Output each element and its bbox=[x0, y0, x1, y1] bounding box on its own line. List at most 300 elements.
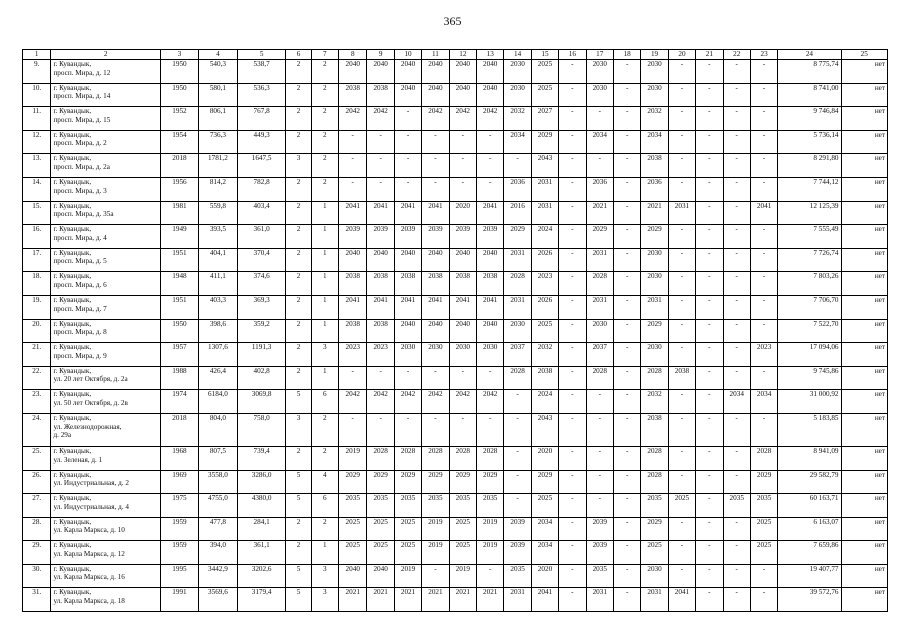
repair-year-cell: - bbox=[613, 225, 640, 249]
repair-year-cell: - bbox=[696, 517, 723, 541]
repair-year-cell: - bbox=[723, 470, 750, 494]
repair-year-cell: - bbox=[696, 295, 723, 319]
address-line: г. Кувандык, bbox=[53, 201, 92, 210]
repair-year-cell: 2041 bbox=[477, 201, 504, 225]
repair-year-cell: 2041 bbox=[531, 588, 558, 612]
address-cell bbox=[51, 83, 161, 107]
repair-year-cell: 2029 bbox=[449, 470, 476, 494]
repair-year-cell: 2028 bbox=[449, 446, 476, 470]
entrances-cell: 3 bbox=[311, 588, 338, 612]
repair-year-cell: - bbox=[559, 413, 586, 446]
row-number-cell: 26. bbox=[23, 470, 51, 494]
living-area-cell: 767,8 bbox=[237, 107, 285, 131]
repair-year-cell: - bbox=[696, 83, 723, 107]
cost-cell: 9 745,86 bbox=[778, 366, 841, 390]
entrances-cell: 2 bbox=[311, 154, 338, 178]
repair-year-cell: 2025 bbox=[367, 517, 394, 541]
repair-year-cell: 2038 bbox=[641, 154, 668, 178]
status-cell: нет bbox=[841, 564, 887, 588]
address-line: г. Кувандык, bbox=[53, 130, 92, 139]
repair-year-cell: 2040 bbox=[339, 564, 367, 588]
status-cell: нет bbox=[841, 413, 887, 446]
repair-year-cell: 2038 bbox=[339, 319, 367, 343]
floors-cell: 5 bbox=[286, 564, 311, 588]
status-cell: нет bbox=[841, 130, 887, 154]
repair-year-cell: - bbox=[750, 83, 777, 107]
repair-year-cell: 2028 bbox=[750, 446, 777, 470]
cost-cell: 39 572,76 bbox=[778, 588, 841, 612]
repair-year-cell: 2041 bbox=[367, 201, 394, 225]
repair-year-cell: - bbox=[668, 177, 695, 201]
repair-year-cell: 2040 bbox=[394, 319, 421, 343]
floors-cell: 2 bbox=[286, 83, 311, 107]
repair-year-cell: 2030 bbox=[641, 343, 668, 367]
repair-year-cell: 2025 bbox=[449, 517, 476, 541]
repair-year-cell: 2034 bbox=[641, 130, 668, 154]
status-cell: нет bbox=[841, 541, 887, 565]
floors-cell: 2 bbox=[286, 272, 311, 296]
repair-year-cell: - bbox=[504, 470, 531, 494]
repair-year-cell: 2019 bbox=[422, 517, 449, 541]
repair-year-cell: 2039 bbox=[422, 225, 449, 249]
build-year-cell: 1959 bbox=[161, 541, 199, 565]
repair-year-cell: 2040 bbox=[449, 248, 476, 272]
address-cell bbox=[51, 413, 161, 446]
repair-year-cell: - bbox=[613, 564, 640, 588]
repair-year-cell: 2041 bbox=[422, 201, 449, 225]
row-number-cell: 31. bbox=[23, 588, 51, 612]
repair-year-cell: - bbox=[422, 154, 449, 178]
total-area-cell: 3569,6 bbox=[198, 588, 237, 612]
repair-year-cell: 2024 bbox=[531, 390, 558, 414]
address-line: просп. Мира, д. 8 bbox=[53, 328, 107, 337]
repair-year-cell: 2040 bbox=[449, 319, 476, 343]
repair-year-cell: - bbox=[668, 295, 695, 319]
cost-cell: 6 163,07 bbox=[778, 517, 841, 541]
address-line: г. Кувандык, bbox=[53, 248, 92, 257]
repair-year-cell: - bbox=[394, 413, 421, 446]
status-cell: нет bbox=[841, 83, 887, 107]
repair-year-cell: 2031 bbox=[641, 588, 668, 612]
table-row bbox=[23, 494, 888, 518]
repair-year-cell: - bbox=[613, 60, 640, 84]
table-row bbox=[23, 446, 888, 470]
table-row bbox=[23, 470, 888, 494]
repair-year-cell: - bbox=[723, 564, 750, 588]
repair-year-cell: 2023 bbox=[367, 343, 394, 367]
total-area-cell: 804,0 bbox=[198, 413, 237, 446]
build-year-cell: 1959 bbox=[161, 517, 199, 541]
living-area-cell: 1191,3 bbox=[237, 343, 285, 367]
floors-cell: 2 bbox=[286, 107, 311, 131]
repair-year-cell: 2042 bbox=[367, 390, 394, 414]
repair-year-cell: - bbox=[750, 225, 777, 249]
repair-year-cell: - bbox=[613, 319, 640, 343]
address-cell bbox=[51, 517, 161, 541]
repair-year-cell: - bbox=[723, 60, 750, 84]
repair-year-cell: - bbox=[750, 177, 777, 201]
repair-year-cell: - bbox=[668, 517, 695, 541]
repair-year-cell: 2038 bbox=[394, 272, 421, 296]
repair-year-cell: 2040 bbox=[477, 60, 504, 84]
repair-year-cell: 2029 bbox=[504, 225, 531, 249]
total-area-cell: 580,1 bbox=[198, 83, 237, 107]
row-number-cell: 23. bbox=[23, 390, 51, 414]
repair-year-cell: - bbox=[750, 588, 777, 612]
repair-year-cell: - bbox=[559, 154, 586, 178]
repair-year-cell: - bbox=[559, 446, 586, 470]
repair-year-cell: 2030 bbox=[394, 343, 421, 367]
repair-year-cell: 2029 bbox=[339, 470, 367, 494]
living-area-cell: 449,3 bbox=[237, 130, 285, 154]
build-year-cell: 1950 bbox=[161, 319, 199, 343]
repair-year-cell: - bbox=[723, 446, 750, 470]
column-number-header: 3 bbox=[161, 50, 199, 60]
repair-year-cell: 2025 bbox=[394, 541, 421, 565]
repair-year-cell: 2030 bbox=[504, 319, 531, 343]
entrances-cell: 2 bbox=[311, 83, 338, 107]
total-area-cell: 6184,0 bbox=[198, 390, 237, 414]
repair-year-cell: 2041 bbox=[367, 295, 394, 319]
repair-year-cell: 2021 bbox=[422, 588, 449, 612]
repair-year-cell: - bbox=[696, 390, 723, 414]
repair-year-cell: 2040 bbox=[449, 83, 476, 107]
column-number-row bbox=[23, 50, 888, 60]
repair-year-cell: 2020 bbox=[531, 446, 558, 470]
repair-year-cell: 2030 bbox=[477, 343, 504, 367]
table-row bbox=[23, 225, 888, 249]
repair-year-cell: - bbox=[559, 83, 586, 107]
repair-year-cell: - bbox=[696, 154, 723, 178]
repair-year-cell: - bbox=[504, 154, 531, 178]
repair-year-cell: 2035 bbox=[339, 494, 367, 518]
repair-year-cell: - bbox=[559, 588, 586, 612]
entrances-cell: 2 bbox=[311, 446, 338, 470]
repair-year-cell: 2028 bbox=[422, 446, 449, 470]
repair-year-cell: - bbox=[613, 517, 640, 541]
build-year-cell: 1949 bbox=[161, 225, 199, 249]
address-line: г. Кувандык, bbox=[53, 177, 92, 186]
repair-year-cell: - bbox=[613, 366, 640, 390]
repair-year-cell: 2029 bbox=[394, 470, 421, 494]
address-cell bbox=[51, 588, 161, 612]
repair-year-cell: - bbox=[559, 366, 586, 390]
total-area-cell: 394,0 bbox=[198, 541, 237, 565]
address-line: г. Кувандык, bbox=[53, 541, 92, 550]
floors-cell: 2 bbox=[286, 366, 311, 390]
address-line: ул. Зеленая, д. 1 bbox=[53, 455, 103, 464]
repair-year-cell: - bbox=[723, 343, 750, 367]
status-cell: нет bbox=[841, 154, 887, 178]
build-year-cell: 1991 bbox=[161, 588, 199, 612]
table-row bbox=[23, 83, 888, 107]
address-cell bbox=[51, 390, 161, 414]
cost-cell: 5 736,14 bbox=[778, 130, 841, 154]
repair-year-cell: 2035 bbox=[723, 494, 750, 518]
living-area-cell: 782,8 bbox=[237, 177, 285, 201]
entrances-cell: 6 bbox=[311, 494, 338, 518]
floors-cell: 2 bbox=[286, 446, 311, 470]
repair-year-cell: 2019 bbox=[394, 564, 421, 588]
repair-year-cell: - bbox=[668, 248, 695, 272]
row-number-cell: 18. bbox=[23, 272, 51, 296]
repair-year-cell: - bbox=[723, 177, 750, 201]
repair-year-cell: 2040 bbox=[339, 248, 367, 272]
table-row bbox=[23, 390, 888, 414]
status-cell: нет bbox=[841, 390, 887, 414]
repair-year-cell: 2029 bbox=[531, 130, 558, 154]
repair-year-cell: - bbox=[449, 130, 476, 154]
repair-year-cell: - bbox=[477, 564, 504, 588]
repair-year-cell: - bbox=[696, 177, 723, 201]
entrances-cell: 6 bbox=[311, 390, 338, 414]
address-line: просп. Мира, д. 2 bbox=[53, 139, 107, 148]
repair-year-cell: 2037 bbox=[586, 343, 613, 367]
repair-year-cell: 2029 bbox=[422, 470, 449, 494]
table-row bbox=[23, 541, 888, 565]
repair-year-cell: 2040 bbox=[422, 83, 449, 107]
repair-year-cell: 2026 bbox=[531, 295, 558, 319]
repair-year-cell: 2031 bbox=[586, 588, 613, 612]
column-number-header: 13 bbox=[477, 50, 504, 60]
repair-year-cell: - bbox=[559, 517, 586, 541]
address-cell bbox=[51, 225, 161, 249]
total-area-cell: 477,8 bbox=[198, 517, 237, 541]
repair-year-cell: 2031 bbox=[586, 295, 613, 319]
repair-year-cell: 2034 bbox=[723, 390, 750, 414]
living-area-cell: 369,3 bbox=[237, 295, 285, 319]
repair-year-cell: - bbox=[586, 470, 613, 494]
repair-year-cell: 2038 bbox=[449, 272, 476, 296]
repair-year-cell: - bbox=[723, 319, 750, 343]
repair-year-cell: 2040 bbox=[394, 248, 421, 272]
repair-year-cell: - bbox=[723, 588, 750, 612]
table-row bbox=[23, 60, 888, 84]
repair-year-cell: - bbox=[668, 60, 695, 84]
repair-year-cell: 2042 bbox=[367, 107, 394, 131]
address-line: ул. Карла Маркса, д. 18 bbox=[53, 597, 125, 606]
repair-year-cell: - bbox=[449, 154, 476, 178]
row-number-cell: 11. bbox=[23, 107, 51, 131]
repair-year-cell: - bbox=[504, 413, 531, 446]
repair-year-cell: - bbox=[696, 343, 723, 367]
address-cell bbox=[51, 494, 161, 518]
address-cell bbox=[51, 470, 161, 494]
repair-year-cell: - bbox=[668, 470, 695, 494]
repair-year-cell: 2025 bbox=[531, 83, 558, 107]
cost-cell: 8 775,74 bbox=[778, 60, 841, 84]
address-line: г. Кувандык, bbox=[53, 295, 92, 304]
repair-year-cell: - bbox=[750, 295, 777, 319]
repair-year-cell: - bbox=[394, 130, 421, 154]
repair-year-cell: - bbox=[613, 107, 640, 131]
address-cell bbox=[51, 177, 161, 201]
address-line: г. Кувандык, bbox=[53, 107, 92, 116]
repair-year-cell: 2041 bbox=[477, 295, 504, 319]
row-number-cell: 9. bbox=[23, 60, 51, 84]
repair-year-cell: 2023 bbox=[750, 343, 777, 367]
repair-year-cell: 2042 bbox=[339, 107, 367, 131]
repair-year-cell: 2037 bbox=[504, 343, 531, 367]
repair-year-cell: - bbox=[696, 413, 723, 446]
repair-year-cell: 2030 bbox=[641, 60, 668, 84]
repair-year-cell: 2035 bbox=[504, 564, 531, 588]
table-row bbox=[23, 107, 888, 131]
repair-year-cell: - bbox=[750, 366, 777, 390]
repair-year-cell: 2029 bbox=[586, 225, 613, 249]
repair-year-cell: 2029 bbox=[641, 225, 668, 249]
repair-year-cell: - bbox=[613, 446, 640, 470]
repair-year-cell: 2036 bbox=[504, 177, 531, 201]
total-area-cell: 4755,0 bbox=[198, 494, 237, 518]
build-year-cell: 1951 bbox=[161, 248, 199, 272]
repair-year-cell: 2020 bbox=[531, 564, 558, 588]
repair-year-cell: 2030 bbox=[641, 272, 668, 296]
floors-cell: 2 bbox=[286, 130, 311, 154]
repair-year-cell: - bbox=[723, 130, 750, 154]
address-cell bbox=[51, 564, 161, 588]
address-line: просп. Мира, д. 12 bbox=[53, 68, 111, 77]
repair-year-cell: - bbox=[613, 494, 640, 518]
repair-year-cell: - bbox=[559, 201, 586, 225]
build-year-cell: 1957 bbox=[161, 343, 199, 367]
repair-year-cell: 2035 bbox=[477, 494, 504, 518]
repair-year-cell: 2016 bbox=[504, 201, 531, 225]
repair-year-cell: 2026 bbox=[531, 248, 558, 272]
address-cell bbox=[51, 60, 161, 84]
repair-year-cell: 2028 bbox=[641, 470, 668, 494]
repair-year-cell: - bbox=[668, 154, 695, 178]
address-line: просп. Мира, д. 15 bbox=[53, 115, 111, 124]
repair-year-cell: 2034 bbox=[531, 517, 558, 541]
repair-year-cell: 2032 bbox=[641, 107, 668, 131]
column-number-header: 17 bbox=[586, 50, 613, 60]
repair-year-cell: 2041 bbox=[750, 201, 777, 225]
cost-cell: 7 706,70 bbox=[778, 295, 841, 319]
repair-year-cell: 2039 bbox=[586, 541, 613, 565]
floors-cell: 2 bbox=[286, 60, 311, 84]
status-cell: нет bbox=[841, 225, 887, 249]
row-number-cell: 21. bbox=[23, 343, 51, 367]
address-line: г. Кувандык, bbox=[53, 272, 92, 281]
repair-year-cell: - bbox=[613, 272, 640, 296]
repair-year-cell: - bbox=[613, 248, 640, 272]
repair-year-cell: 2040 bbox=[422, 319, 449, 343]
address-cell bbox=[51, 201, 161, 225]
repair-year-cell: 2039 bbox=[477, 225, 504, 249]
column-number-header: 8 bbox=[339, 50, 367, 60]
repair-year-cell: 2028 bbox=[641, 446, 668, 470]
repair-year-cell: - bbox=[586, 154, 613, 178]
total-area-cell: 393,5 bbox=[198, 225, 237, 249]
living-area-cell: 361,1 bbox=[237, 541, 285, 565]
repair-year-cell: 2040 bbox=[339, 60, 367, 84]
repair-year-cell: - bbox=[367, 154, 394, 178]
floors-cell: 3 bbox=[286, 154, 311, 178]
repair-year-cell: - bbox=[559, 295, 586, 319]
column-number-header: 15 bbox=[531, 50, 558, 60]
repair-year-cell: 2040 bbox=[367, 248, 394, 272]
living-area-cell: 284,1 bbox=[237, 517, 285, 541]
row-number-cell: 25. bbox=[23, 446, 51, 470]
repair-year-cell: - bbox=[750, 107, 777, 131]
table-row bbox=[23, 154, 888, 178]
column-number-header: 25 bbox=[841, 50, 887, 60]
total-area-cell: 807,5 bbox=[198, 446, 237, 470]
address-cell bbox=[51, 343, 161, 367]
table-row bbox=[23, 366, 888, 390]
table-row bbox=[23, 564, 888, 588]
address-line: ул. 20 лет Октября, д. 2а bbox=[53, 375, 128, 384]
repair-year-cell: - bbox=[449, 177, 476, 201]
column-number-header: 21 bbox=[696, 50, 723, 60]
address-line: г. Кувандык, bbox=[53, 494, 92, 503]
repair-year-cell: 2024 bbox=[531, 225, 558, 249]
status-cell: нет bbox=[841, 201, 887, 225]
repair-year-cell: 2031 bbox=[641, 295, 668, 319]
repair-year-cell: 2038 bbox=[367, 83, 394, 107]
repair-year-cell: 2028 bbox=[367, 446, 394, 470]
entrances-cell: 2 bbox=[311, 517, 338, 541]
repair-year-cell: - bbox=[394, 107, 421, 131]
row-number-cell: 29. bbox=[23, 541, 51, 565]
repair-year-cell: - bbox=[449, 366, 476, 390]
repair-year-cell: 2041 bbox=[394, 295, 421, 319]
repair-year-cell: 2019 bbox=[477, 517, 504, 541]
address-line: ул. Карла Маркса, д. 12 bbox=[53, 549, 125, 558]
row-number-cell: 27. bbox=[23, 494, 51, 518]
repair-year-cell: - bbox=[668, 272, 695, 296]
address-line: ул. Индустриальная, д. 4 bbox=[53, 502, 129, 511]
address-line: просп. Мира, д. 7 bbox=[53, 304, 107, 313]
living-area-cell: 3286,0 bbox=[237, 470, 285, 494]
build-year-cell: 1952 bbox=[161, 107, 199, 131]
address-line: г. Кувандык, bbox=[53, 366, 92, 375]
total-area-cell: 540,3 bbox=[198, 60, 237, 84]
floors-cell: 2 bbox=[286, 541, 311, 565]
floors-cell: 2 bbox=[286, 225, 311, 249]
repair-year-cell: - bbox=[477, 177, 504, 201]
repair-year-cell: - bbox=[668, 413, 695, 446]
address-line: г. Кувандык, bbox=[53, 470, 92, 479]
address-line: г. Кувандык, bbox=[53, 588, 92, 597]
row-number-cell: 12. bbox=[23, 130, 51, 154]
repair-year-cell: 2042 bbox=[394, 390, 421, 414]
repair-year-cell: - bbox=[613, 201, 640, 225]
repair-year-cell: - bbox=[668, 107, 695, 131]
address-line: просп. Мира, д. 4 bbox=[53, 233, 107, 242]
repair-year-cell: 2025 bbox=[750, 517, 777, 541]
repair-year-cell: 2028 bbox=[477, 446, 504, 470]
repair-year-cell: 2038 bbox=[668, 366, 695, 390]
repair-year-cell: - bbox=[586, 413, 613, 446]
build-year-cell: 1988 bbox=[161, 366, 199, 390]
floors-cell: 2 bbox=[286, 319, 311, 343]
column-number-header: 23 bbox=[750, 50, 777, 60]
status-cell: нет bbox=[841, 517, 887, 541]
repair-year-cell: - bbox=[504, 494, 531, 518]
cost-cell: 19 407,77 bbox=[778, 564, 841, 588]
repair-year-cell: - bbox=[696, 319, 723, 343]
table-row bbox=[23, 248, 888, 272]
repair-year-cell: 2041 bbox=[422, 295, 449, 319]
repair-year-cell: 2029 bbox=[641, 517, 668, 541]
repair-year-cell: - bbox=[339, 177, 367, 201]
page-number: 365 bbox=[443, 14, 462, 28]
repair-year-cell: - bbox=[696, 130, 723, 154]
repair-year-cell: - bbox=[339, 130, 367, 154]
repair-year-cell: - bbox=[723, 413, 750, 446]
